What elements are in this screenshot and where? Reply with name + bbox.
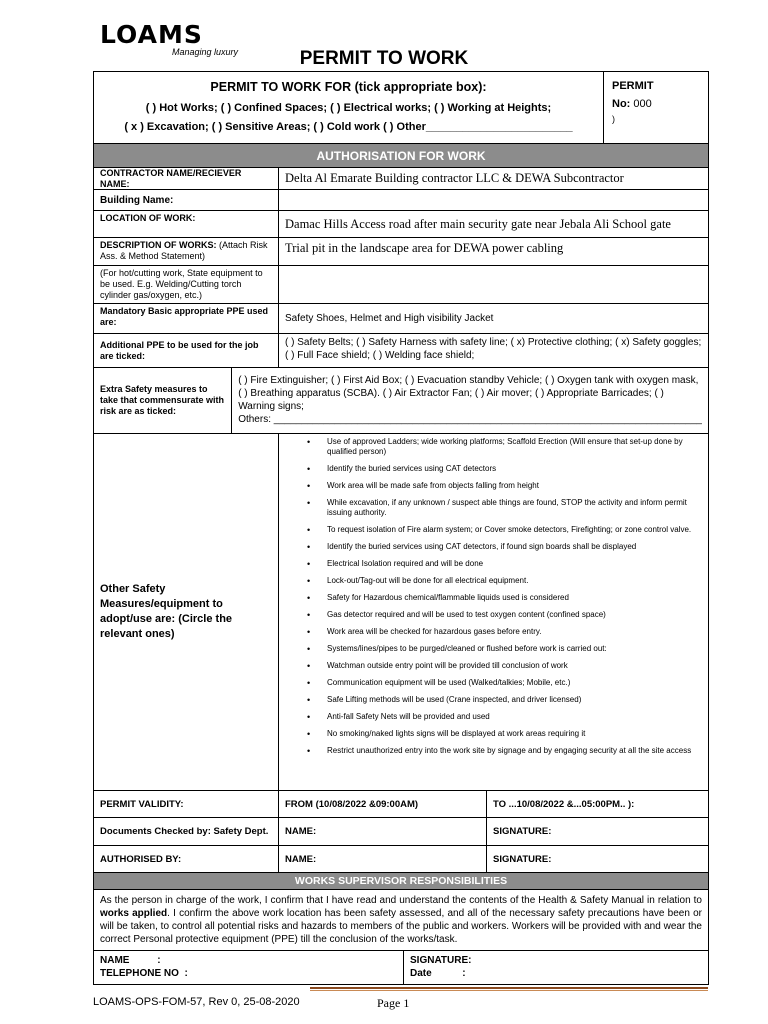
footer-rule — [310, 987, 708, 989]
permit-type-title: PERMIT TO WORK FOR (tick appropriate box): — [210, 80, 487, 94]
validity-to[interactable]: TO ...10/08/2022 &...05:00PM.. ): — [493, 798, 635, 810]
permit-type-row — [94, 72, 708, 144]
bullet-icon: • — [307, 593, 311, 603]
supervisor-text-part2: . I confirm the above work location has been safety assessed, and all of the necessary safety precautions have been or will be taken, to control all potential risks and hazards to members of the public and workers. Workers will be provided with and wear the correct Personal protective equipment (PPE) till the conclusion of the works/task. — [100, 908, 702, 945]
measure-text: Work area will be checked for hazardous gases before entry. — [327, 627, 542, 636]
measure-text: No smoking/naked lights signs will be displayed at work areas requiring it — [327, 729, 586, 738]
mandatory-ppe-row — [94, 304, 708, 334]
measure-text: Identify the buried services using CAT detectors, if found sign boards shall be displayed — [327, 542, 637, 551]
measure-item[interactable] — [279, 542, 702, 552]
measure-text: Lock-out/Tag-out will be done for all electrical equipment. — [327, 576, 529, 585]
bullet-icon: • — [307, 729, 311, 739]
location-value[interactable]: Damac Hills Access road after main security gate near Jebala Ali School gate — [285, 216, 671, 231]
document-title: PERMIT TO WORK — [299, 48, 469, 69]
supervisor-header — [94, 873, 708, 890]
bullet-icon: • — [307, 498, 311, 508]
measure-text: Use of approved Ladders; wide working platforms; Scaffold Erection (Will ensure that set-up done by qualified person) — [327, 437, 683, 456]
hot-work-row — [94, 266, 708, 304]
supervisor-title: WORKS SUPERVISOR RESPONSIBILITIES — [294, 875, 508, 887]
documents-name[interactable]: NAME: — [279, 818, 487, 845]
logo-wordmark: LOAMS — [100, 20, 203, 49]
mandatory-ppe-value[interactable]: Safety Shoes, Helmet and High visibility Jacket — [285, 313, 494, 324]
permit-label: PERMIT — [612, 80, 654, 92]
measure-item[interactable] — [279, 661, 702, 671]
measure-text: Systems/lines/pipes to be purged/cleaned or flushed before work is carried out: — [327, 644, 607, 653]
additional-ppe-value[interactable]: ( ) Safety Belts; ( ) Safety Harness with safety line; ( x) Protective clothing; ( x) Safety goggles; ( ) Full Face shield; ( ) Welding face shield; — [285, 337, 702, 361]
other-measures-label: Other Safety Measures/equipment to adopt/use are: (Circle the relevant ones) — [94, 434, 279, 790]
measure-text: Electrical Isolation required and will be done — [327, 559, 484, 568]
supervisor-text-part1: As the person in charge of the work, I confirm that I have read and understand the contents of the Health & Safety Manual in relation to — [100, 895, 702, 906]
bullet-icon: • — [307, 678, 311, 688]
measure-item[interactable] — [279, 712, 702, 722]
footer-rule-secondary — [310, 990, 708, 991]
documents-signature[interactable]: SIGNATURE: — [493, 826, 552, 837]
contractor-value[interactable]: Delta Al Emarate Building contractor LLC & DEWA Subcontractor — [285, 171, 624, 185]
measure-text: Watchman outside entry point will be provided till conclusion of work — [327, 661, 568, 670]
supervisor-statement-row — [94, 890, 708, 951]
permit-type-options-line2[interactable]: ( x ) Excavation; ( ) Sensitive Areas; ( ) Cold work ( ) Other________________________ — [124, 121, 573, 133]
measure-item[interactable] — [279, 559, 702, 569]
measure-text: Anti-fall Safety Nets will be provided and used — [327, 712, 490, 721]
extra-safety-row — [94, 368, 708, 434]
bullet-icon: • — [307, 464, 311, 474]
measure-item[interactable] — [279, 729, 702, 739]
other-measures-row — [94, 434, 708, 791]
measure-item[interactable] — [279, 695, 702, 705]
validity-label: PERMIT VALIDITY: — [94, 791, 279, 817]
measure-item[interactable] — [279, 576, 702, 586]
measure-text: While excavation, if any unknown / suspect able things are found, STOP the activity and inform permit issuing authority. — [327, 498, 687, 517]
building-label: Building Name: — [94, 190, 279, 210]
bullet-icon: • — [307, 481, 311, 491]
other-measures-box — [279, 434, 708, 790]
description-label — [94, 238, 279, 265]
permit-no-label: No: — [612, 98, 631, 110]
hot-work-value[interactable] — [279, 266, 708, 303]
documents-label: Documents Checked by: Safety Dept. — [94, 818, 279, 845]
supervisor-telephone[interactable]: TELEPHONE NO : — [100, 968, 188, 979]
measures-list — [279, 434, 702, 765]
bullet-icon: • — [307, 559, 311, 569]
authorised-label: AUTHORISED BY: — [94, 846, 279, 872]
measure-text: Communication equipment will be used (Walked/talkies; Mobile, etc.) — [327, 678, 571, 687]
bullet-icon: • — [307, 525, 311, 535]
measure-text: Gas detector required and will be used to test oxygen content (confined space) — [327, 610, 606, 619]
measure-item[interactable] — [279, 746, 702, 756]
bullet-icon: • — [307, 695, 311, 705]
page-number: Page 1 — [377, 996, 410, 1010]
description-label-bold: DESCRIPTION OF WORKS: — [100, 240, 217, 250]
bullet-icon: • — [307, 712, 311, 722]
contractor-label: CONTRACTOR NAME/RECIEVER NAME: — [94, 168, 279, 189]
description-label-note: (Attach Risk Ass. & Method Statement) — [100, 240, 268, 261]
bullet-icon: • — [307, 644, 311, 654]
company-logo — [100, 20, 239, 57]
permit-number — [612, 95, 700, 113]
additional-ppe-label: Additional PPE to be used for the job are ticked: — [94, 334, 279, 367]
contractor-row — [94, 168, 708, 190]
building-row — [94, 190, 708, 211]
measure-item[interactable] — [279, 593, 702, 603]
bullet-icon: • — [307, 437, 311, 447]
supervisor-text-bold: works applied — [100, 908, 168, 919]
extra-safety-others[interactable]: Others: _____________________________________________________________________________ — [238, 414, 702, 425]
supervisor-date[interactable]: Date : — [410, 968, 466, 979]
supervisor-signature[interactable]: SIGNATURE: — [410, 955, 472, 966]
bullet-icon: • — [307, 576, 311, 586]
measure-text: Safety for Hazardous chemical/flammable liquids used is considered — [327, 593, 569, 602]
authorised-signature[interactable]: SIGNATURE: — [493, 853, 552, 865]
permit-form — [93, 71, 709, 985]
permit-number-box — [604, 72, 708, 143]
measure-item[interactable] — [279, 481, 702, 491]
bullet-icon: • — [307, 661, 311, 671]
measure-item[interactable] — [279, 437, 702, 457]
permit-paren: ) — [612, 114, 615, 124]
bullet-icon: • — [307, 610, 311, 620]
measure-item[interactable] — [279, 627, 702, 637]
permit-no-value[interactable]: 000 — [633, 98, 652, 110]
supervisor-signature-box — [404, 951, 708, 984]
authorised-row — [94, 846, 708, 873]
description-value[interactable]: Trial pit in the landscape area for DEWA power cabling — [285, 241, 564, 255]
measure-item[interactable] — [279, 525, 702, 535]
validity-from[interactable]: FROM (10/08/2022 &09:00AM) — [279, 791, 487, 817]
measure-item[interactable] — [279, 464, 702, 474]
mandatory-ppe-label: Mandatory Basic appropriate PPE used are: — [94, 304, 279, 333]
logo-tagline: Managing luxury — [172, 47, 239, 57]
document-reference: LOAMS-OPS-FOM-57, Rev 0, 25-08-2020 — [93, 996, 300, 1008]
measure-text: Identify the buried services using CAT detectors — [327, 464, 497, 473]
bullet-icon: • — [307, 542, 311, 552]
authorised-name[interactable]: NAME: — [279, 846, 487, 872]
measure-text: Restrict unauthorized entry into the work site by signage and by engaging security at all the site access — [327, 746, 692, 755]
measure-text: Work area will be made safe from objects falling from height — [327, 481, 539, 490]
extra-safety-value[interactable]: ( ) Fire Extinguisher; ( ) First Aid Box; ( ) Evacuation standby Vehicle; ( ) Oxygen tank with oxygen mask, ( ) Breathing apparatus (SCBA). ( ) Air Extractor Fan; ( ) Air mover; ( ) Appropriate Barricades; ( ) Warning signs; — [238, 375, 699, 412]
measure-text: Safe Lifting methods will be used (Crane inspected, and driver licensed) — [327, 695, 582, 704]
additional-ppe-row — [94, 334, 708, 368]
permit-validity-row — [94, 791, 708, 818]
measure-text: To request isolation of Fire alarm system; or Cover smoke detectors, Firefighting; or zone control valve. — [327, 525, 692, 534]
documents-checked-row — [94, 818, 708, 846]
supervisor-name[interactable]: NAME : — [100, 955, 161, 966]
description-row — [94, 238, 708, 266]
measure-item[interactable] — [279, 678, 702, 688]
authorisation-title: AUTHORISATION FOR WORK — [316, 148, 486, 163]
location-label: LOCATION OF WORK: — [94, 211, 279, 237]
location-row — [94, 211, 708, 238]
supervisor-contact — [94, 951, 404, 984]
building-value[interactable] — [279, 190, 708, 210]
measure-item[interactable] — [279, 644, 702, 654]
measure-item[interactable] — [279, 498, 702, 518]
measure-item[interactable] — [279, 610, 702, 620]
hot-work-note: (For hot/cutting work, State equipment to be used. E.g. Welding/Cutting torch cylinder gas/oxygen, etc.) — [94, 266, 279, 303]
bullet-icon: • — [307, 746, 311, 756]
supervisor-statement — [94, 890, 708, 950]
extra-safety-label: Extra Safety measures to take that commensurate with risk are as ticked: — [94, 368, 232, 433]
extra-safety-options — [232, 368, 708, 433]
permit-type-options-line1[interactable]: ( ) Hot Works; ( ) Confined Spaces; ( ) Electrical works; ( ) Working at Heights; — [145, 102, 552, 114]
bullet-icon: • — [307, 627, 311, 637]
supervisor-sign-row — [94, 951, 708, 984]
permit-type-box — [94, 72, 604, 143]
authorisation-header — [94, 144, 708, 168]
